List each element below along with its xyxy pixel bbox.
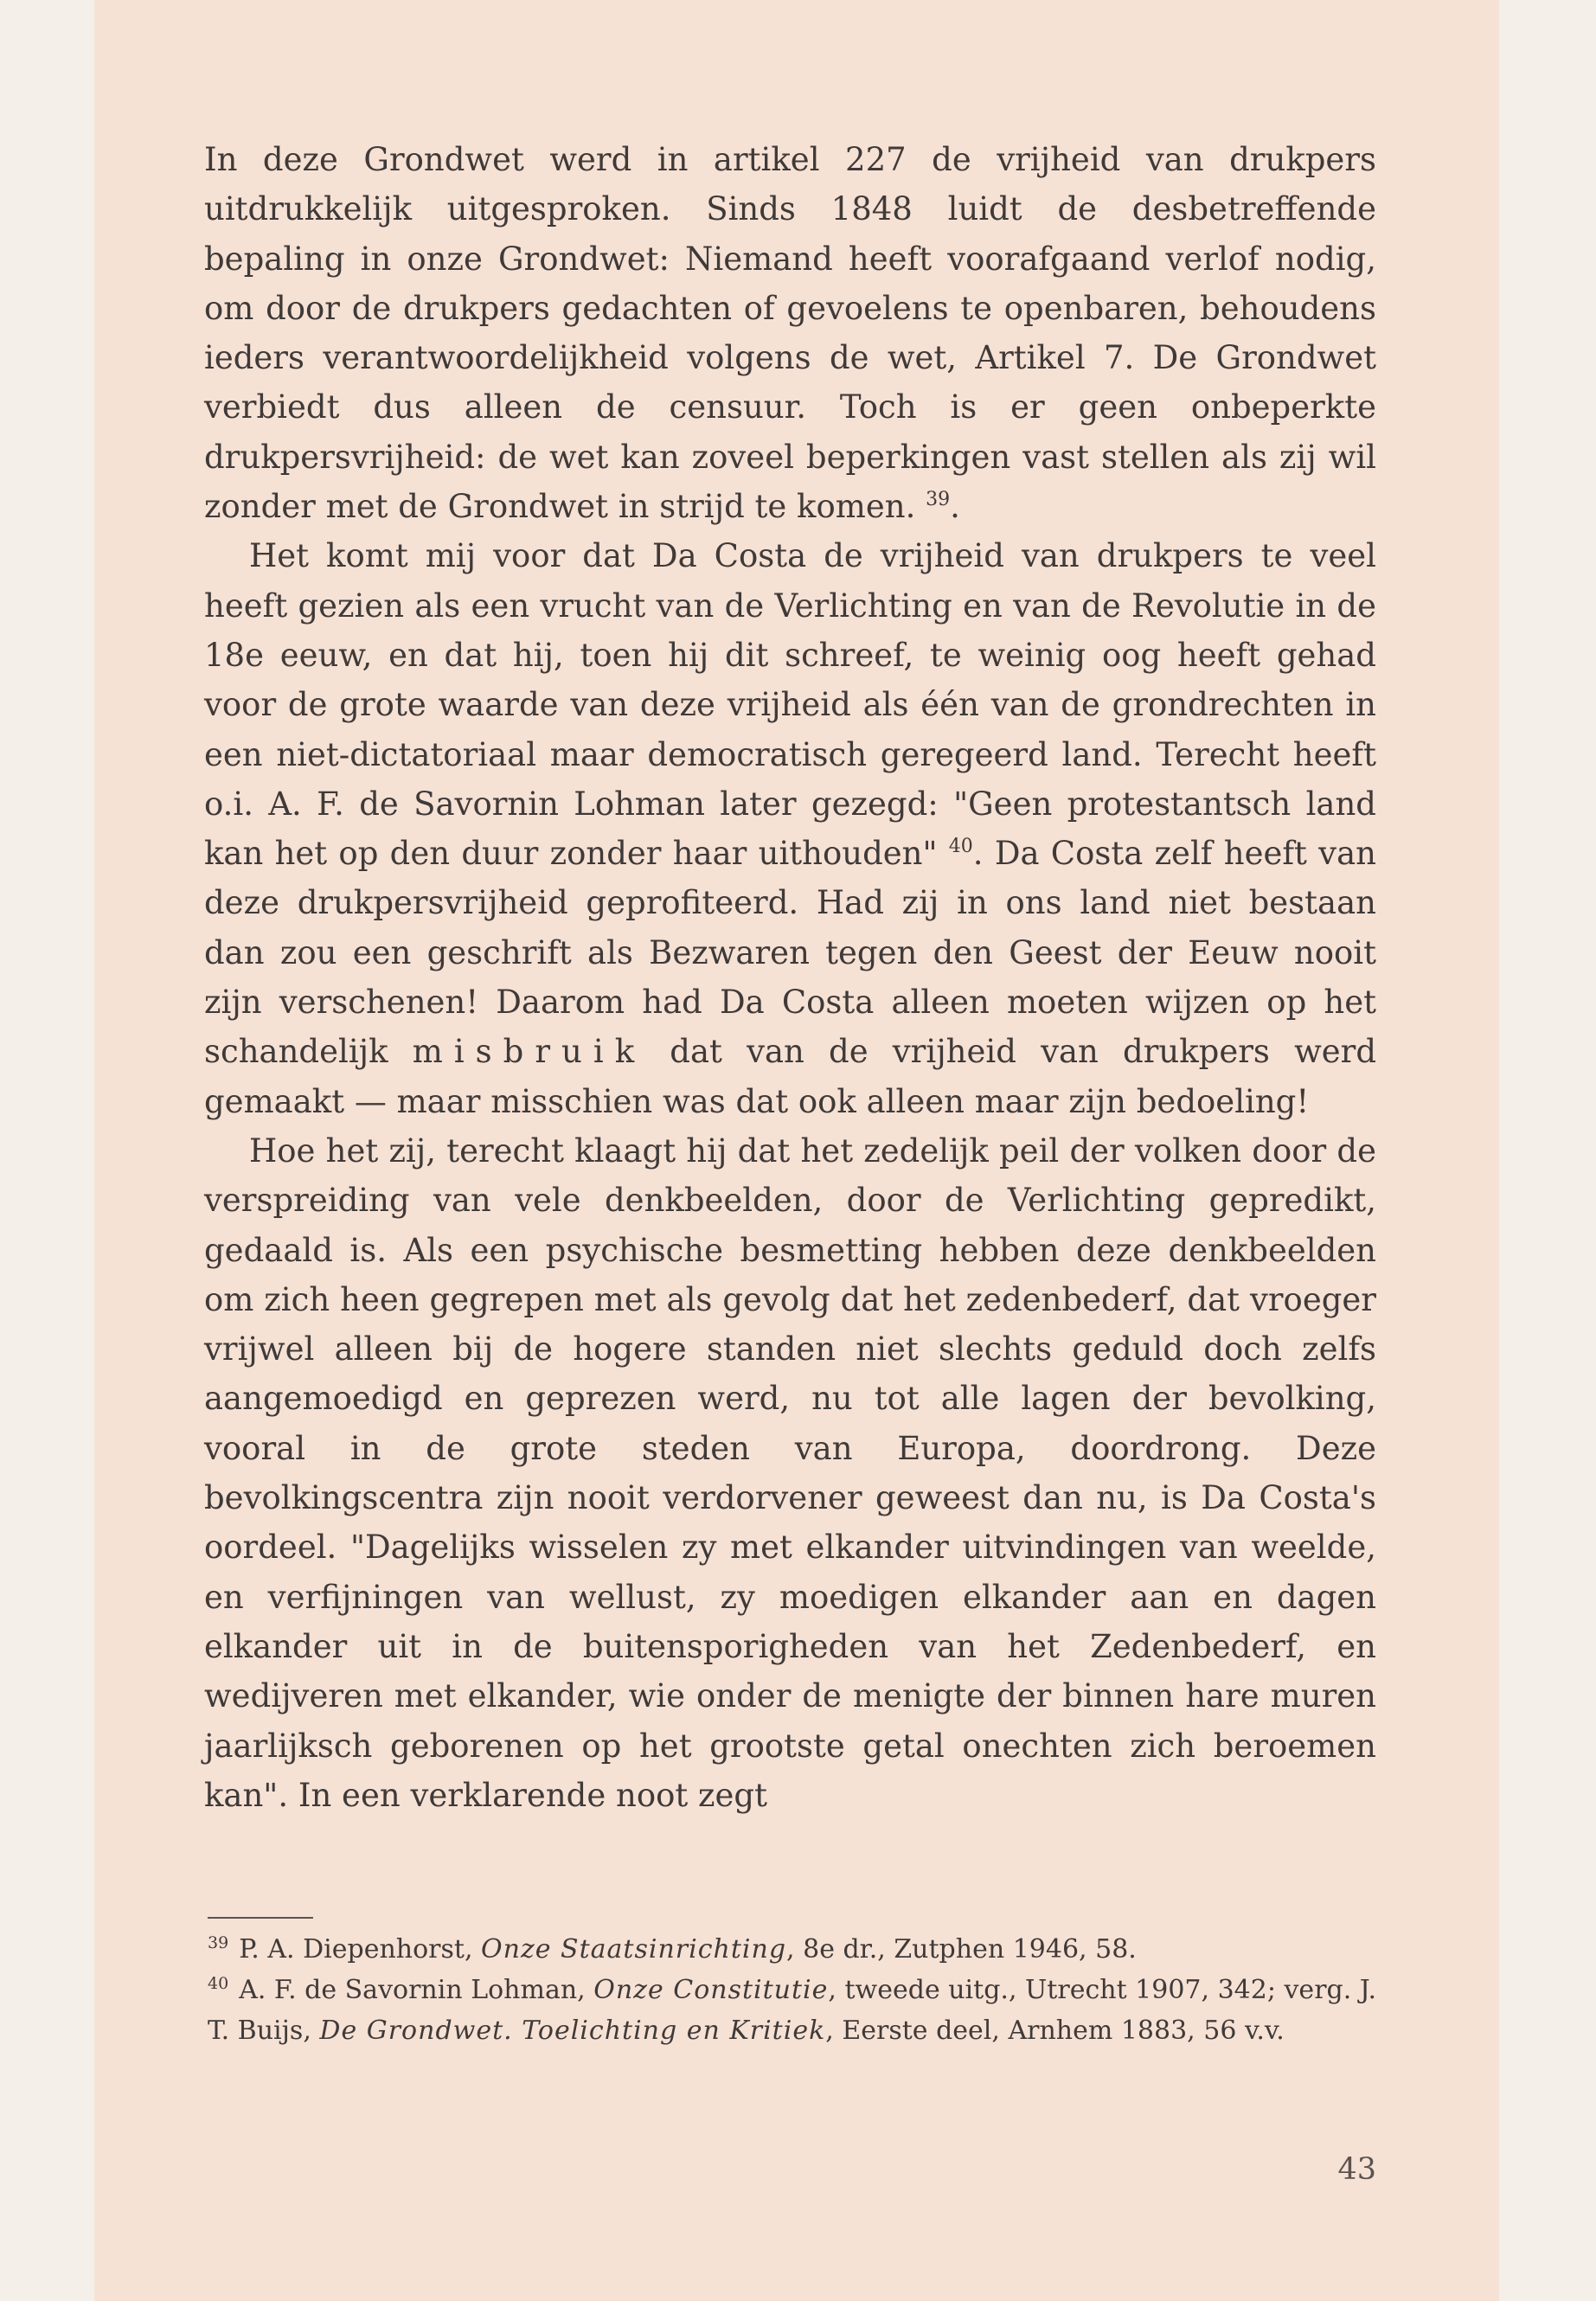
footnotes — [208, 1929, 1377, 2051]
footnote-title: Onze Staatsinrichting — [481, 1934, 787, 1965]
page-number: 43 — [1337, 2152, 1376, 2187]
paragraph-1-end: . — [950, 488, 960, 526]
footnote-author: P. A. Diepenhorst, — [239, 1934, 482, 1965]
footnote-40 — [208, 1970, 1377, 2051]
note-ref-40[interactable]: 40 — [948, 836, 973, 858]
footnote-rest: , 8e dr., Zutphen 1946, 58. — [786, 1934, 1137, 1965]
footnote-number: 40 — [208, 1974, 229, 1993]
paragraph-2-part-1: Het komt mij voor dat Da Costa de vrijheid van drukpers te veel heeft gezien als een vrucht van de Verlichting en van de Revolutie in de 18e eeuw, en dat hij, toen hij dit schreef, te weinig oog heeft gehad voor de grote waarde van deze vrijheid als één van de grondrechten in een niet-dictatoriaal maar democratisch geregeerd land. Terecht heeft o.i. A. F. de Savornin Lohman later gezegd: "Geen protestantsch land kan het op den duur zonder haar uithouden" — [204, 537, 1376, 873]
paragraph-2 — [204, 531, 1376, 1126]
paragraph-2-part-3: dat van de vrijheid van drukpers werd gemaakt — maar misschien was dat ook alleen maar zijn bedoeling! — [204, 1033, 1377, 1120]
footnote-39 — [208, 1929, 1377, 1970]
paragraph-2-part-2: . Da Costa zelf heeft van deze drukpersvrijheid geprofiteerd. Had zij in ons land niet bestaan dan zou een geschrift als Bezwaren tegen den Geest der Eeuw nooit zijn verschenen! Daarom had Da Costa alleen moeten wijzen op het schandelijk — [204, 835, 1376, 1071]
main-text — [204, 135, 1376, 1820]
spaced-emphasis-word: misbruik — [412, 1033, 646, 1071]
footnote-title-2: De Grondwet. Toelichting en Kritiek — [319, 2016, 826, 2046]
note-ref-39[interactable]: 39 — [926, 489, 951, 511]
book-page — [94, 0, 1499, 2301]
paragraph-1-text: In deze Grondwet werd in artikel 227 de vrijheid van drukpers uitdrukkelijk uitgesproken. Sinds 1848 luidt de desbetreffende bepaling in onze Grondwet: Niemand heeft voorafgaand verlof nodig, om door de drukpers gedachten of gevoelens te openbaren, behoudens ieders verantwoordelijkheid volgens de wet, Artikel 7. De Grondwet verbiedt dus alleen de censuur. Toch is er geen onbeperkte drukpersvrijheid: de wet kan zoveel beperkingen vast stellen als zij wil zonder met de Grondwet in strijd te komen. — [204, 141, 1376, 526]
paragraph-1 — [204, 135, 1376, 531]
footnote-title: Onze Constitutie — [593, 1975, 829, 2005]
footnote-rest-2: , Eerste deel, Arnhem 1883, 56 v.v. — [825, 2016, 1285, 2046]
paragraph-3 — [204, 1126, 1376, 1820]
footnote-number: 39 — [208, 1933, 229, 1952]
paragraph-3-text: Hoe het zij, terecht klaagt hij dat het zedelijk peil der volken door de verspreiding van vele denkbeelden, door de Verlichting gepredikt, gedaald is. Als een psychische besmetting hebben deze denkbeelden om zich heen gegrepen met als gevolg dat het zedenbederf, dat vroeger vrijwel alleen bij de hogere standen niet slechts geduld doch zelfs aangemoedigd en geprezen werd, nu tot alle lagen der bevolking, vooral in de grote steden van Europa, doordrong. Deze bevolkingscentra zijn nooit verdorvener geweest dan nu, is Da Costa's oordeel. "Dagelijks wisselen zy met elkander uitvindingen van weelde, en verfijningen van wellust, zy moedigen elkander aan en dagen elkander uit in de buitensporigheden van het Zedenbederf, en wedijveren met elkander, wie onder de menigte der binnen hare muren jaarlijksch geborenen op het grootste getal onechten zich beroemen kan". In een verklarende noot zegt — [204, 1131, 1376, 1814]
footnote-divider — [208, 1917, 313, 1919]
footnote-author: A. F. de Savornin Lohman, — [239, 1975, 594, 2005]
footnote-rest: , tweede uitg., Utrecht 1907, 342; verg. J. T. Buijs, — [208, 1975, 1377, 2046]
